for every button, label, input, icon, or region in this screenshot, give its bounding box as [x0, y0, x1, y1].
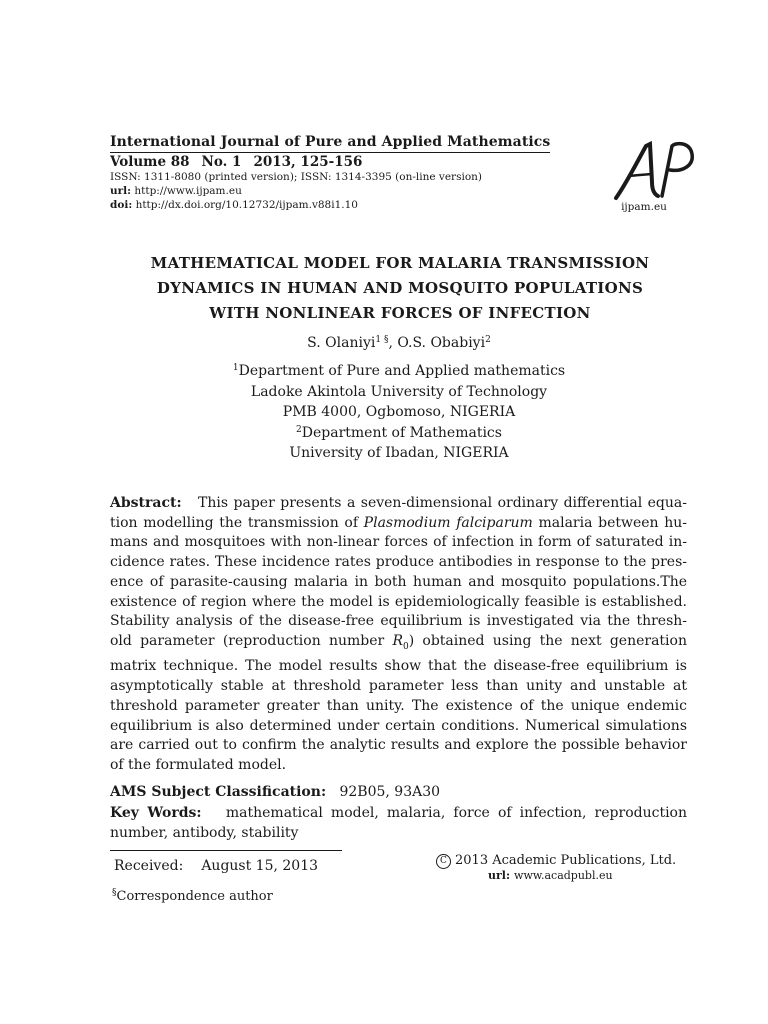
affiliation-text: Department of Mathematics — [301, 424, 502, 441]
footnote-text: Correspondence author — [116, 889, 273, 904]
abstract-text: This paper presents a seven-dimensional ordinary differential equa- — [198, 495, 687, 511]
affiliation-line — [0, 361, 768, 382]
publisher-url-label: url: — [488, 869, 511, 882]
journal-issn: ISSN: 1311-8080 (printed version); ISSN: 1314-3395 (on-line version) — [110, 171, 483, 183]
affiliation-mark: 2 — [296, 424, 302, 435]
abstract-line: threshold parameter greater than unity. The existence of the unique endemic — [110, 697, 687, 714]
author-affiliation-mark: 2 — [485, 335, 491, 345]
copyright-notice — [436, 853, 676, 869]
author-name: O.S. Obabiyi — [397, 335, 486, 351]
affiliation-line — [0, 443, 768, 464]
abstract — [110, 494, 687, 776]
ams-value: 92B05, 93A30 — [339, 784, 441, 800]
affiliation-mark: 1 — [232, 363, 239, 373]
reproduction-number-symbol: R — [392, 632, 403, 649]
journal-doi[interactable]: http://dx.doi.org/10.12732/ijpam.v88i1.10 — [135, 199, 358, 211]
journal-doi-label: doi: — [110, 199, 133, 211]
abstract-line: of the formulated model. — [110, 756, 287, 773]
abstract-line: matrix technique. The model results show that the disease-free equilibrium is — [110, 658, 687, 675]
abstract-line: existence of region where the model is epidemiologically feasible is established. — [110, 593, 687, 610]
footnote-mark: § — [112, 888, 117, 898]
journal-year-pages: 2013, 125-156 — [253, 154, 363, 170]
publisher-url[interactable]: www.acadpubl.eu — [514, 869, 613, 882]
abstract-line — [110, 632, 687, 658]
journal-header — [110, 134, 550, 212]
abstract-line: Stability analysis of the disease-free equilibrium is investigated via the thresh- — [110, 613, 687, 630]
abstract-text: malaria between hu- — [532, 514, 687, 531]
key-words-line — [110, 804, 687, 824]
abstract-line — [110, 514, 687, 534]
correspondence-footnote — [112, 889, 273, 904]
affiliation-text: Department of Pure and Applied mathematics — [238, 363, 566, 379]
received-label: Received: — [114, 858, 184, 874]
journal-logo-icon — [612, 138, 696, 202]
author-name: S. Olaniyi — [307, 335, 376, 351]
paper-title-line: MATHEMATICAL MODEL FOR MALARIA TRANSMISSION — [150, 254, 650, 272]
abstract-line: ence of parasite-causing malaria in both human and mosquito populations.The — [110, 573, 687, 590]
received-date: August 15, 2013 — [201, 858, 319, 874]
abstract-text: old parameter (reproduction number — [110, 632, 393, 649]
affiliation-text: PMB 4000, Ogbomoso, NIGERIA — [282, 404, 516, 420]
key-words-label: Key Words: — [110, 805, 202, 821]
ams-classification — [110, 784, 440, 800]
abstract-line: asymptotically stable at threshold parameter less than unity and unstable at — [110, 678, 687, 695]
affiliation-line — [0, 423, 768, 444]
abstract-line: are carried out to confirm the analytic results and explore the possible behavior — [110, 737, 687, 754]
author-list — [0, 335, 768, 351]
author-separator: , — [388, 335, 398, 351]
ams-label: AMS Subject Classification: — [110, 784, 327, 800]
author-affiliation-mark: 1 § — [375, 335, 389, 345]
journal-url[interactable]: http://www.ijpam.eu — [134, 185, 242, 197]
key-words-line: number, antibody, stability — [110, 824, 299, 841]
affiliation-line — [0, 382, 768, 403]
footnote-divider — [110, 850, 342, 851]
abstract-line: cidence rates. These incidence rates produce antibodies in response to the pres- — [110, 554, 687, 571]
journal-number: No. 1 — [201, 154, 242, 170]
copyright-text: 2013 Academic Publications, Ltd. — [455, 853, 677, 868]
affiliation-list — [0, 361, 768, 464]
affiliation-text: Ladoke Akintola University of Technology — [250, 383, 548, 400]
abstract-text: ) obtained using the next generation — [408, 632, 687, 649]
paper-title-line: WITH NONLINEAR FORCES OF INFECTION — [209, 304, 591, 322]
copyright-icon: C — [436, 854, 451, 869]
journal-name: International Journal of Pure and Applied Mathematics — [110, 134, 550, 153]
abstract-line — [110, 494, 687, 514]
journal-volume-line — [110, 154, 550, 170]
affiliation-line — [0, 402, 768, 423]
abstract-line: equilibrium is also determined under certain conditions. Numerical simulations — [110, 717, 687, 734]
reproduction-number-subscript: 0 — [402, 641, 409, 652]
species-name: Plasmodium falciparum — [363, 514, 533, 531]
received-date-line — [114, 858, 318, 874]
journal-doi-line — [110, 198, 550, 212]
journal-url-line — [110, 184, 550, 198]
key-words — [110, 804, 687, 843]
journal-logo-caption: ijpam.eu — [621, 201, 667, 213]
abstract-label: Abstract: — [110, 495, 182, 511]
key-words-text: mathematical model, malaria, force of infection, reproduction — [225, 805, 687, 821]
publisher-url-line — [488, 869, 613, 882]
affiliation-text: University of Ibadan, NIGERIA — [289, 445, 509, 461]
paper-title-line: DYNAMICS IN HUMAN AND MOSQUITO POPULATIONS — [156, 279, 644, 297]
abstract-text: tion modelling the transmission of — [110, 514, 364, 531]
abstract-line: mans and mosquitoes with non-linear forces of infection in form of saturated in- — [110, 534, 687, 551]
journal-volume: Volume 88 — [110, 154, 190, 170]
paper-title — [60, 251, 740, 326]
journal-url-label: url: — [110, 185, 132, 197]
